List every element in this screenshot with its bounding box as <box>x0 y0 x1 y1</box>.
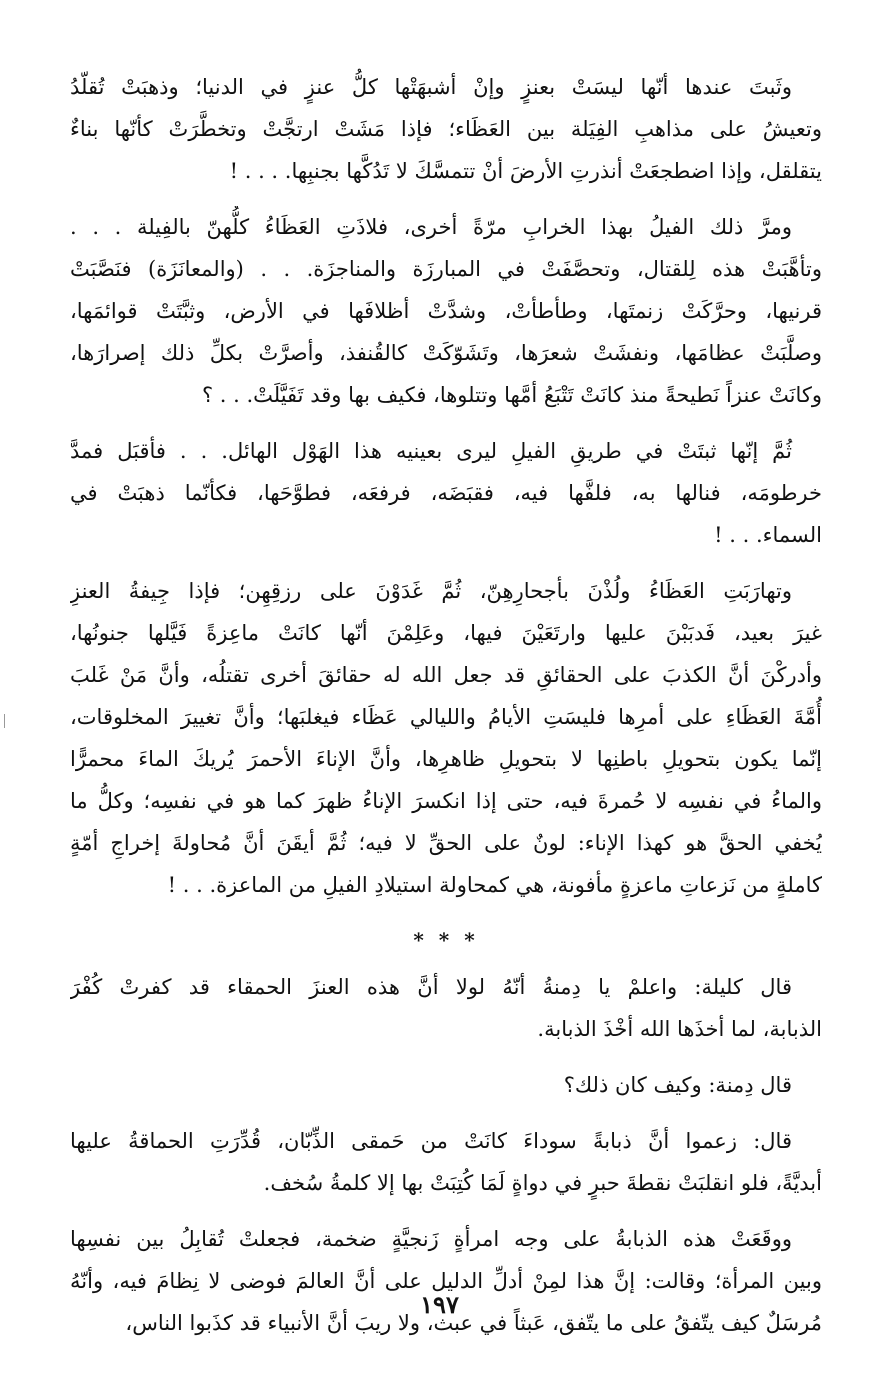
text-line: وكانَتْ عنزاً نَطيحةً منذ كانَتْ تَتْبَعُ أمَّها وتتلوها، فكيف بها وقد تَفَيَّلَتْ. . . ؟ <box>201 383 822 407</box>
dialogue-paragraph <box>70 1120 822 1204</box>
page-number: ١٩٧ <box>420 1290 459 1319</box>
dialogue-paragraph <box>70 1218 822 1344</box>
text-line: وتأهَّبَتْ هذه لِلقتال، وتحصَّفَتْ في المبارزَة والمناجزَة. . . (والمعانَزَة) فنَصَّبَتْ <box>70 257 822 281</box>
page-body <box>70 66 822 1358</box>
text-line: يتقلقل، وإذا اضطجعَتْ أنذرتِ الأرضَ أنْ تتمسَّكَ لا تَدُكَّها بجنبِها. . . . ! <box>229 159 822 183</box>
text-line: إنّما يكون بتحويلِ باطنِها لا بتحويلِ ظاهرِها، وأنَّ الإناءَ الأحمرَ يُريكَ الماءَ محمرًّا <box>70 747 822 771</box>
text-line: السماء. . . ! <box>714 523 822 547</box>
text-line: وتعيشُ على مذاهبِ الفِيَلة بين العَظَاء؛ فإذا مَشَتْ ارتجَّتْ وتخطَّرَتْ كأنّها بناءٌ <box>70 117 822 141</box>
text-line: قال: زعموا أنَّ ذبابةً سوداءَ كانَتْ من حَمقى الذِّبّان، قُدِّرَتِ الحماقةُ عليها <box>70 1129 792 1153</box>
text-line: كاملةٍ من نَزعاتِ ماعزةٍ مأفونة، هي كمحاولة استيلادِ الفيلِ من الماعزة. . . ! <box>167 873 822 897</box>
text-line: قال دِمنة: وكيف كان ذلك؟ <box>563 1073 792 1097</box>
paragraph <box>70 570 822 906</box>
text-line: أبديَّةً، فلو انقلبَتْ نقطةَ حبرٍ في دواةٍ لَمَا كُتِبَتْ بها إلا كلمةُ سُخف. <box>263 1171 822 1195</box>
text-line: أُمَّةَ العَظَاءِ على أمرِها فليسَتِ الأيامُ والليالي عَظَاء فيغلبَها؛ وأنَّ تغييرَ المخلوقات، <box>70 705 822 729</box>
text-line: وتهارَبَتِ العَظَاءُ ولُذْنَ بأجحارِهِنّ، ثُمَّ غَدَوْنَ على رزقِهِن؛ فإذا جِيفةُ العنزِ <box>70 579 792 603</box>
text-line: قرنيها، وحرَّكَتْ زنمتَها، وطأطأتْ، وشدَّتْ أظلافَها في الأرض، وثبَّتَتْ قوائمَها، <box>70 299 822 323</box>
text-line: قال كليلة: واعلمْ يا دِمنةُ أنّهُ لولا أنَّ هذه العنزَ الحمقاء قد كفرتْ كُفْرَ <box>70 975 792 999</box>
text-line: يُخفي الحقَّ هو كهذا الإناء: لونٌ على الحقِّ لا فيه؛ ثُمَّ أيقَنَ أنَّ مُحاولةَ إخراجِ أمّةٍ <box>70 831 822 855</box>
paragraph <box>70 430 822 556</box>
dialogue-paragraph <box>70 966 822 1050</box>
paragraph <box>70 66 822 192</box>
text-line: ووقَعَتْ هذه الذبابةُ على وجه امرأةٍ زَنجيَّةٍ ضخمة، فجعلتْ تُقابِلُ بين نفسِها <box>70 1227 792 1251</box>
text-line: خرطومَه، فنالها به، فلفَّها فيه، فقبَضَه، فرفعَه، فطوَّحَها، فكأنّما ذهبَتْ في <box>70 481 822 505</box>
text-line: مُرسَلٌ كيف يتّفقُ على ما يتّفق، عَبثاً في عبث، ولا ريبَ أنَّ الأنبياء قد كذَبوا الناس، <box>125 1311 822 1335</box>
text-line: ثُمَّ إنّها ثبتَتْ في طريقِ الفيلِ ليرى بعينيه هذا الهَوْل الهائل. . . فأقبَل فمدَّ <box>70 439 792 463</box>
text-line: وصلَّبَتْ عظامَها، ونفشَتْ شعرَها، وتَشَوّكَتْ كالقُنفذ، وأصرَّتْ بكلِّ ذلك إصرارَها، <box>70 341 822 365</box>
text-line: وبين المرأة؛ وقالت: إنَّ هذا لمِنْ أدلِّ الدليل على أنَّ العالمَ فوضى لا نِظامَ فيه، وأنّهُ <box>70 1269 822 1293</box>
margin-mark <box>4 714 5 728</box>
dialogue-paragraph <box>70 1064 822 1106</box>
text-line: غيرَ بعيد، فَدبَبْنَ عليها وارتَعَيْنَ فيها، وعَلِمْنَ أنّها كانَتْ ماعِزةً فَيَّلها جنونُها، <box>70 621 822 645</box>
text-line: وأدركْنَ أنَّ الكذبَ على الحقائقِ قد جعل الله له حقائقَ أخرى تقتلُه، وأنَّ مَنْ غَلبَ <box>70 663 822 687</box>
text-line: ومرَّ ذلك الفيلُ بهذا الخرابِ مرّةً أخرى، فلاذَتِ العَظَاءُ كلُّهنّ بالفِيلة . . . <box>70 215 792 239</box>
text-line: وثَبتَ عندها أنّها ليسَتْ بعنزٍ وإنْ أشبهَتْها كلُّ عنزٍ في الدنيا؛ وذهبَتْ تُقلّدُ <box>70 75 792 99</box>
text-line: الذبابة، لما أخذَها الله أخْذَ الذبابة. <box>537 1017 822 1041</box>
paragraph <box>70 206 822 416</box>
section-separator: * * * <box>413 928 479 952</box>
text-line: والماءُ في نفسِه لا حُمرةَ فيه، حتى إذا انكسرَ الإناءُ ظهرَ كما هو في نفسِه؛ وكلُّ ما <box>70 789 822 813</box>
